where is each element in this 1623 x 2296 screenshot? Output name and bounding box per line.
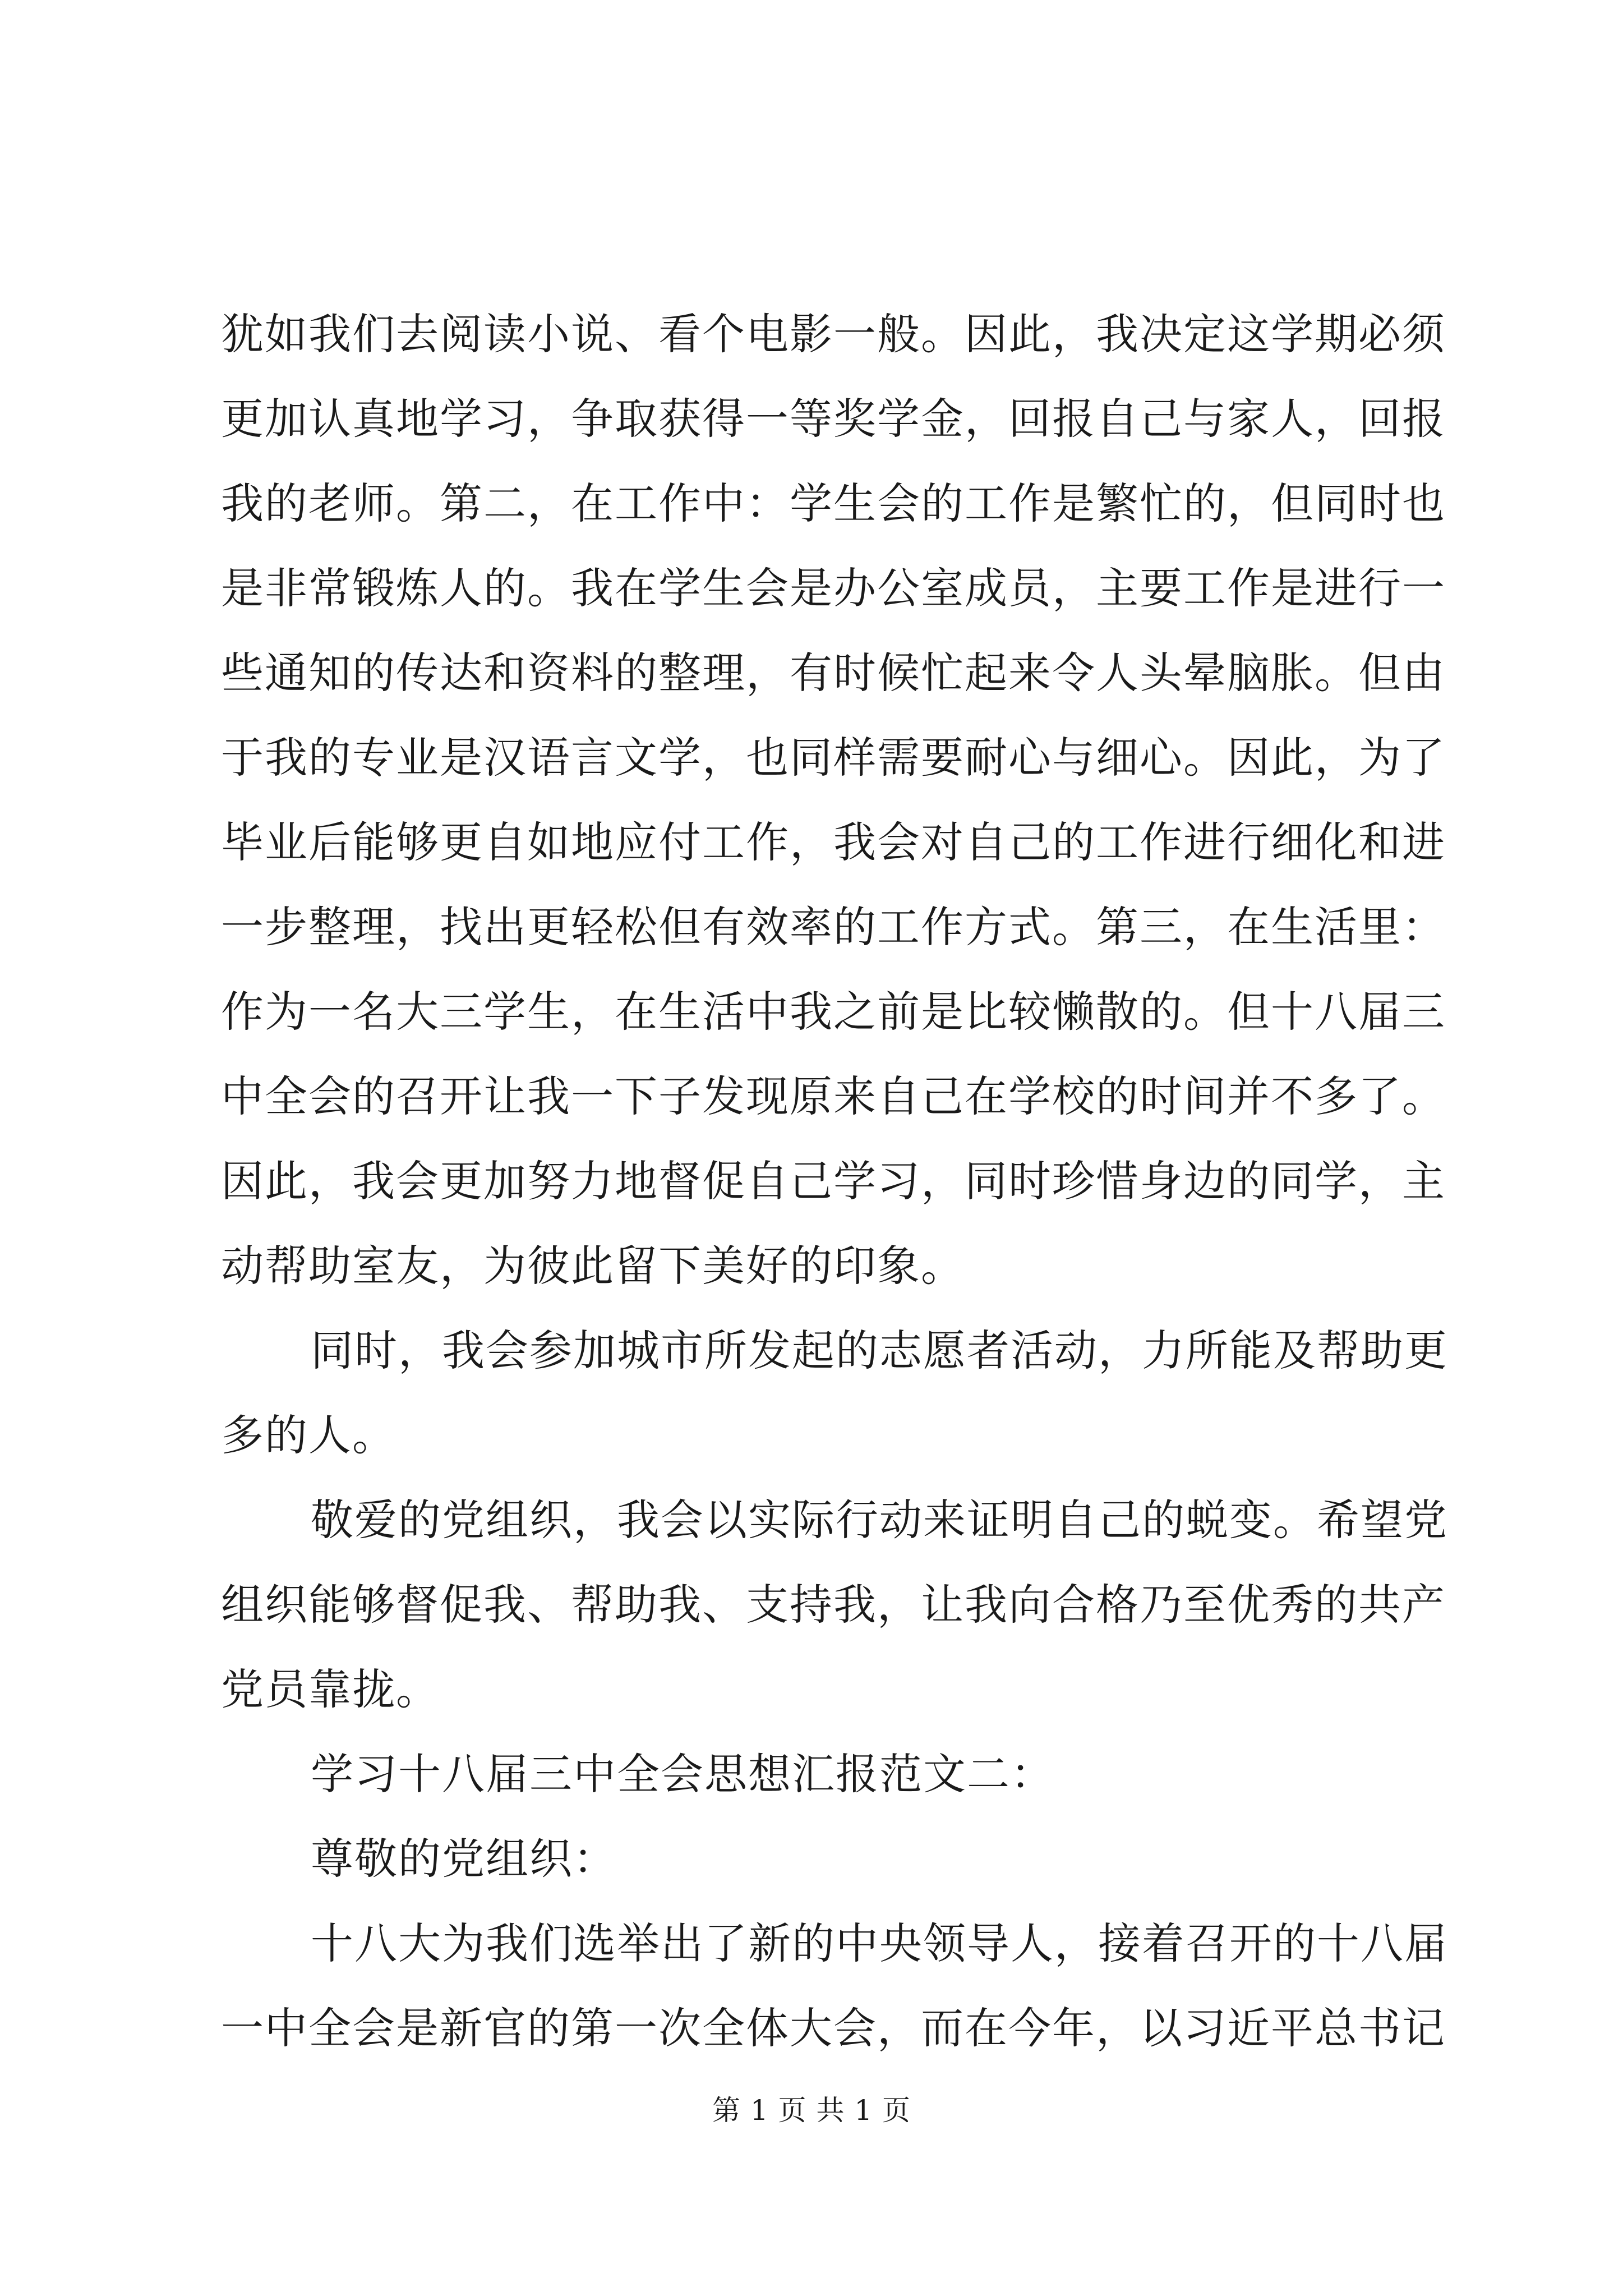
- text-line: 作为一名大三学生，在生活中我之前是比较懒散的。但十八届三: [221, 987, 1446, 1037]
- page-number-footer: 第 1 页 共 1 页: [712, 2094, 911, 2127]
- text-line: 犹如我们去阅读小说、看个电影一般。因此，我决定这学期必须: [221, 309, 1446, 359]
- paragraph-first-line: 同时，我会参加城市所发起的志愿者活动，力所能及帮助更: [311, 1326, 1448, 1375]
- text-line: 一步整理，找出更轻松但有效率的工作方式。第三，在生活里：: [221, 902, 1446, 952]
- text-line: 中全会的召开让我一下子发现原来自己在学校的时间并不多了。: [221, 1071, 1446, 1121]
- text-line: 多的人。: [221, 1410, 396, 1460]
- paragraph-first-line: 十八大为我们选举出了新的中央领导人，接着召开的十八届: [311, 1918, 1448, 1968]
- body-text: [221, 292, 1449, 2070]
- section-heading: 学习十八届三中全会思想汇报范文二：: [311, 1749, 1054, 1799]
- text-line: 于我的专业是汉语言文学，也同样需要耐心与细心。因此，为了: [221, 733, 1446, 783]
- text-line: 我的老师。第二，在工作中：学生会的工作是繁忙的，但同时也: [221, 478, 1446, 528]
- text-line: 党员靠拢。: [221, 1664, 440, 1714]
- paragraph-first-line: 敬爱的党组织，我会以实际行动来证明自己的蜕变。希望党: [311, 1495, 1448, 1545]
- text-line: 是非常锻炼人的。我在学生会是办公室成员，主要工作是进行一: [221, 563, 1446, 613]
- text-line: 组织能够督促我、帮助我、支持我，让我向合格乃至优秀的共产: [221, 1580, 1446, 1630]
- text-line: 些通知的传达和资料的整理，有时候忙起来令人头晕脑胀。但由: [221, 648, 1446, 698]
- text-line: 动帮助室友，为彼此留下美好的印象。: [221, 1241, 965, 1291]
- salutation: 尊敬的党组织：: [311, 1834, 617, 1884]
- text-line: 一中全会是新官的第一次全体大会，而在今年，以习近平总书记: [221, 2003, 1446, 2053]
- text-line: 因此，我会更加努力地督促自己学习，同时珍惜身边的同学，主: [221, 1156, 1446, 1206]
- text-line: 更加认真地学习，争取获得一等奖学金，回报自己与家人，回报: [221, 394, 1446, 444]
- text-line: 毕业后能够更自如地应付工作，我会对自己的工作进行细化和进: [221, 817, 1446, 867]
